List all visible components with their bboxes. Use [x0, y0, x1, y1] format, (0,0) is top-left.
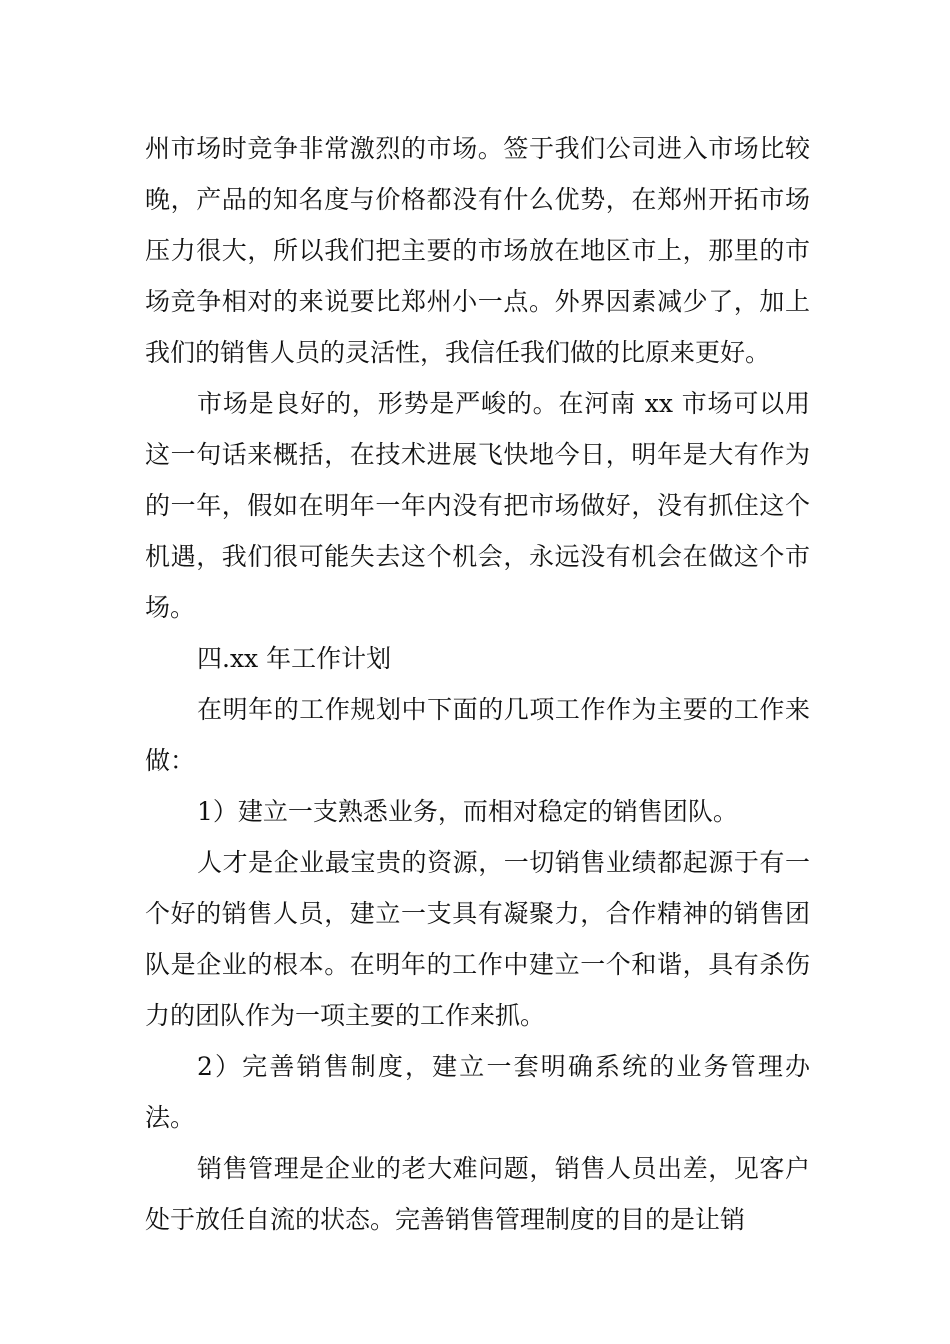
- paragraph-sales-management: 销售管理是企业的老大难问题，销售人员出差，见客户处于放任自流的状态。完善销售管理制度的目的是让销: [145, 1154, 810, 1234]
- list-item-2-heading: 2）完善销售制度，建立一套明确系统的业务管理办法。: [145, 1052, 810, 1132]
- list-item-1-heading: 1）建立一支熟悉业务，而相对稳定的销售团队。: [197, 797, 738, 826]
- paragraph-plan-intro: 在明年的工作规划中下面的几项工作作为主要的工作来做：: [145, 695, 810, 775]
- paragraph-market-outlook: 市场是良好的，形势是严峻的。在河南 xx 市场可以用这一句话来概括，在技术进展飞快地今日，明年是大有作为的一年，假如在明年一年内没有把市场做好，没有抓住这个机遇，我们很可能失去这个机会，永远没有机会在做这个市场。: [145, 389, 810, 622]
- section-heading-work-plan: 四.xx 年工作计划: [197, 644, 392, 673]
- paragraph-team-building: 人才是企业最宝贵的资源，一切销售业绩都起源于有一个好的销售人员，建立一支具有凝聚力，合作精神的销售团队是企业的根本。在明年的工作中建立一个和谐，具有杀伤力的团队作为一项主要的工作来抓。: [145, 848, 810, 1030]
- paragraph-market-competition: 州市场时竞争非常激烈的市场。签于我们公司进入市场比较晚，产品的知名度与价格都没有什么优势，在郑州开拓市场压力很大，所以我们把主要的市场放在地区市上，那里的市场竞争相对的来说要比郑州小一点。外界因素减少了，加上我们的销售人员的灵活性，我信任我们做的比原来更好。: [145, 134, 810, 367]
- document-page: [145, 123, 810, 1245]
